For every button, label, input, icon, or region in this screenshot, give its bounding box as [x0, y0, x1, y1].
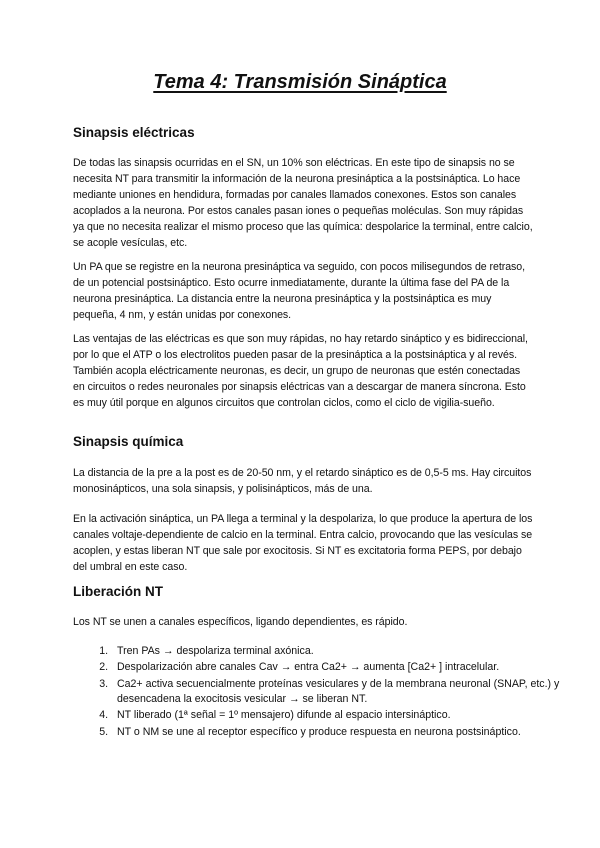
paragraph-electricas-2: Un PA que se registre en la neurona presináptica va seguido, con pocos milisegundos de retraso, de un potencial postsináptico. Esto ocurre inmediatamente, durante la última fase del PA de la neurona presináptica. La distancia entre la neurona presináptica y la postsináptica es muy pequeña, 4 nm, y están unidas por conexones. [73, 261, 526, 321]
list-item: 5. NT o NM se une al receptor específico y produce respuesta en neurona postsináptico. [111, 725, 571, 740]
list-item: 3. Ca2+ activa secuencialmente proteínas vesiculares y de la membrana neuronal (SNAP, etc.) y desencadena la exocitosis vesicular → se liberan NT. [111, 677, 571, 707]
list-item: 4. NT liberado (1ª señal = 1º mensajero) difunde al espacio intersináptico. [111, 708, 571, 723]
paragraph-electricas-3: Las ventajas de las eléctricas es que son muy rápidas, no hay retardo sináptico y es bidireccional, por lo que el ATP o los electrolitos pueden pasar de la presináptica a la postsináptica y al revés. También acopla eléctricamente neuronas, es decir, un grupo de neuronas que estén conectadas en circuitos o redes neuronales por sinapsis eléctricas van a descargar de manera síncrona. Esto es muy útil porque en algunos circuitos que controlan ciclos, como el ciclo de vigilia-sueño. [73, 333, 528, 409]
heading-sinapsis-electricas: Sinapsis eléctricas [73, 125, 195, 140]
steps-list [73, 644, 571, 741]
paragraph-quimica-2: En la activación sináptica, un PA llega a terminal y la despolariza, lo que produce la apertura de los canales voltaje-dependiente de calcio en la terminal. Entra calcio, provocando que las vesículas se acoplen, y estas liberan NT que sale por exocitosis. Si NT es excitatoria forma PEPS, por debajo del umbral en este caso. [73, 513, 533, 573]
heading-liberacion-nt: Liberación NT [73, 584, 164, 599]
paragraph-quimica-1: La distancia de la pre a la post es de 20-50 nm, y el retardo sináptico es de 0,5-5 ms. Hay circuitos monosinápticos, una sola sinapsis, y polisinápticos, más de una. [73, 467, 532, 495]
list-item: 1. Tren PAs → despolariza terminal axónica. [111, 644, 571, 659]
paragraph-liberacion-intro: Los NT se unen a canales específicos, ligando dependientes, es rápido. [73, 616, 408, 628]
heading-sinapsis-quimica: Sinapsis química [73, 434, 184, 449]
page-title: Tema 4: Transmisión Sináptica [153, 71, 447, 93]
list-item: 2. Despolarización abre canales Cav → entra Ca2+ → aumenta [Ca2+ ] intracelular. [111, 660, 571, 675]
paragraph-electricas-1: De todas las sinapsis ocurridas en el SN, un 10% son eléctricas. En este tipo de sinapsis no se necesita NT para transmitir la información de la neurona presináptica a la postsináptica. Lo hace mediante uniones en hendidura, formadas por canales llamados conexones. Estos son canales acoplados a la neurona. Por estos canales pasan iones o pequeñas moléculas. Son muy rápidas ya que no necesita realizar el mismo proceso que las química: despolarice la terminal, entre calcio, se acople vesículas, etc. [73, 157, 533, 249]
